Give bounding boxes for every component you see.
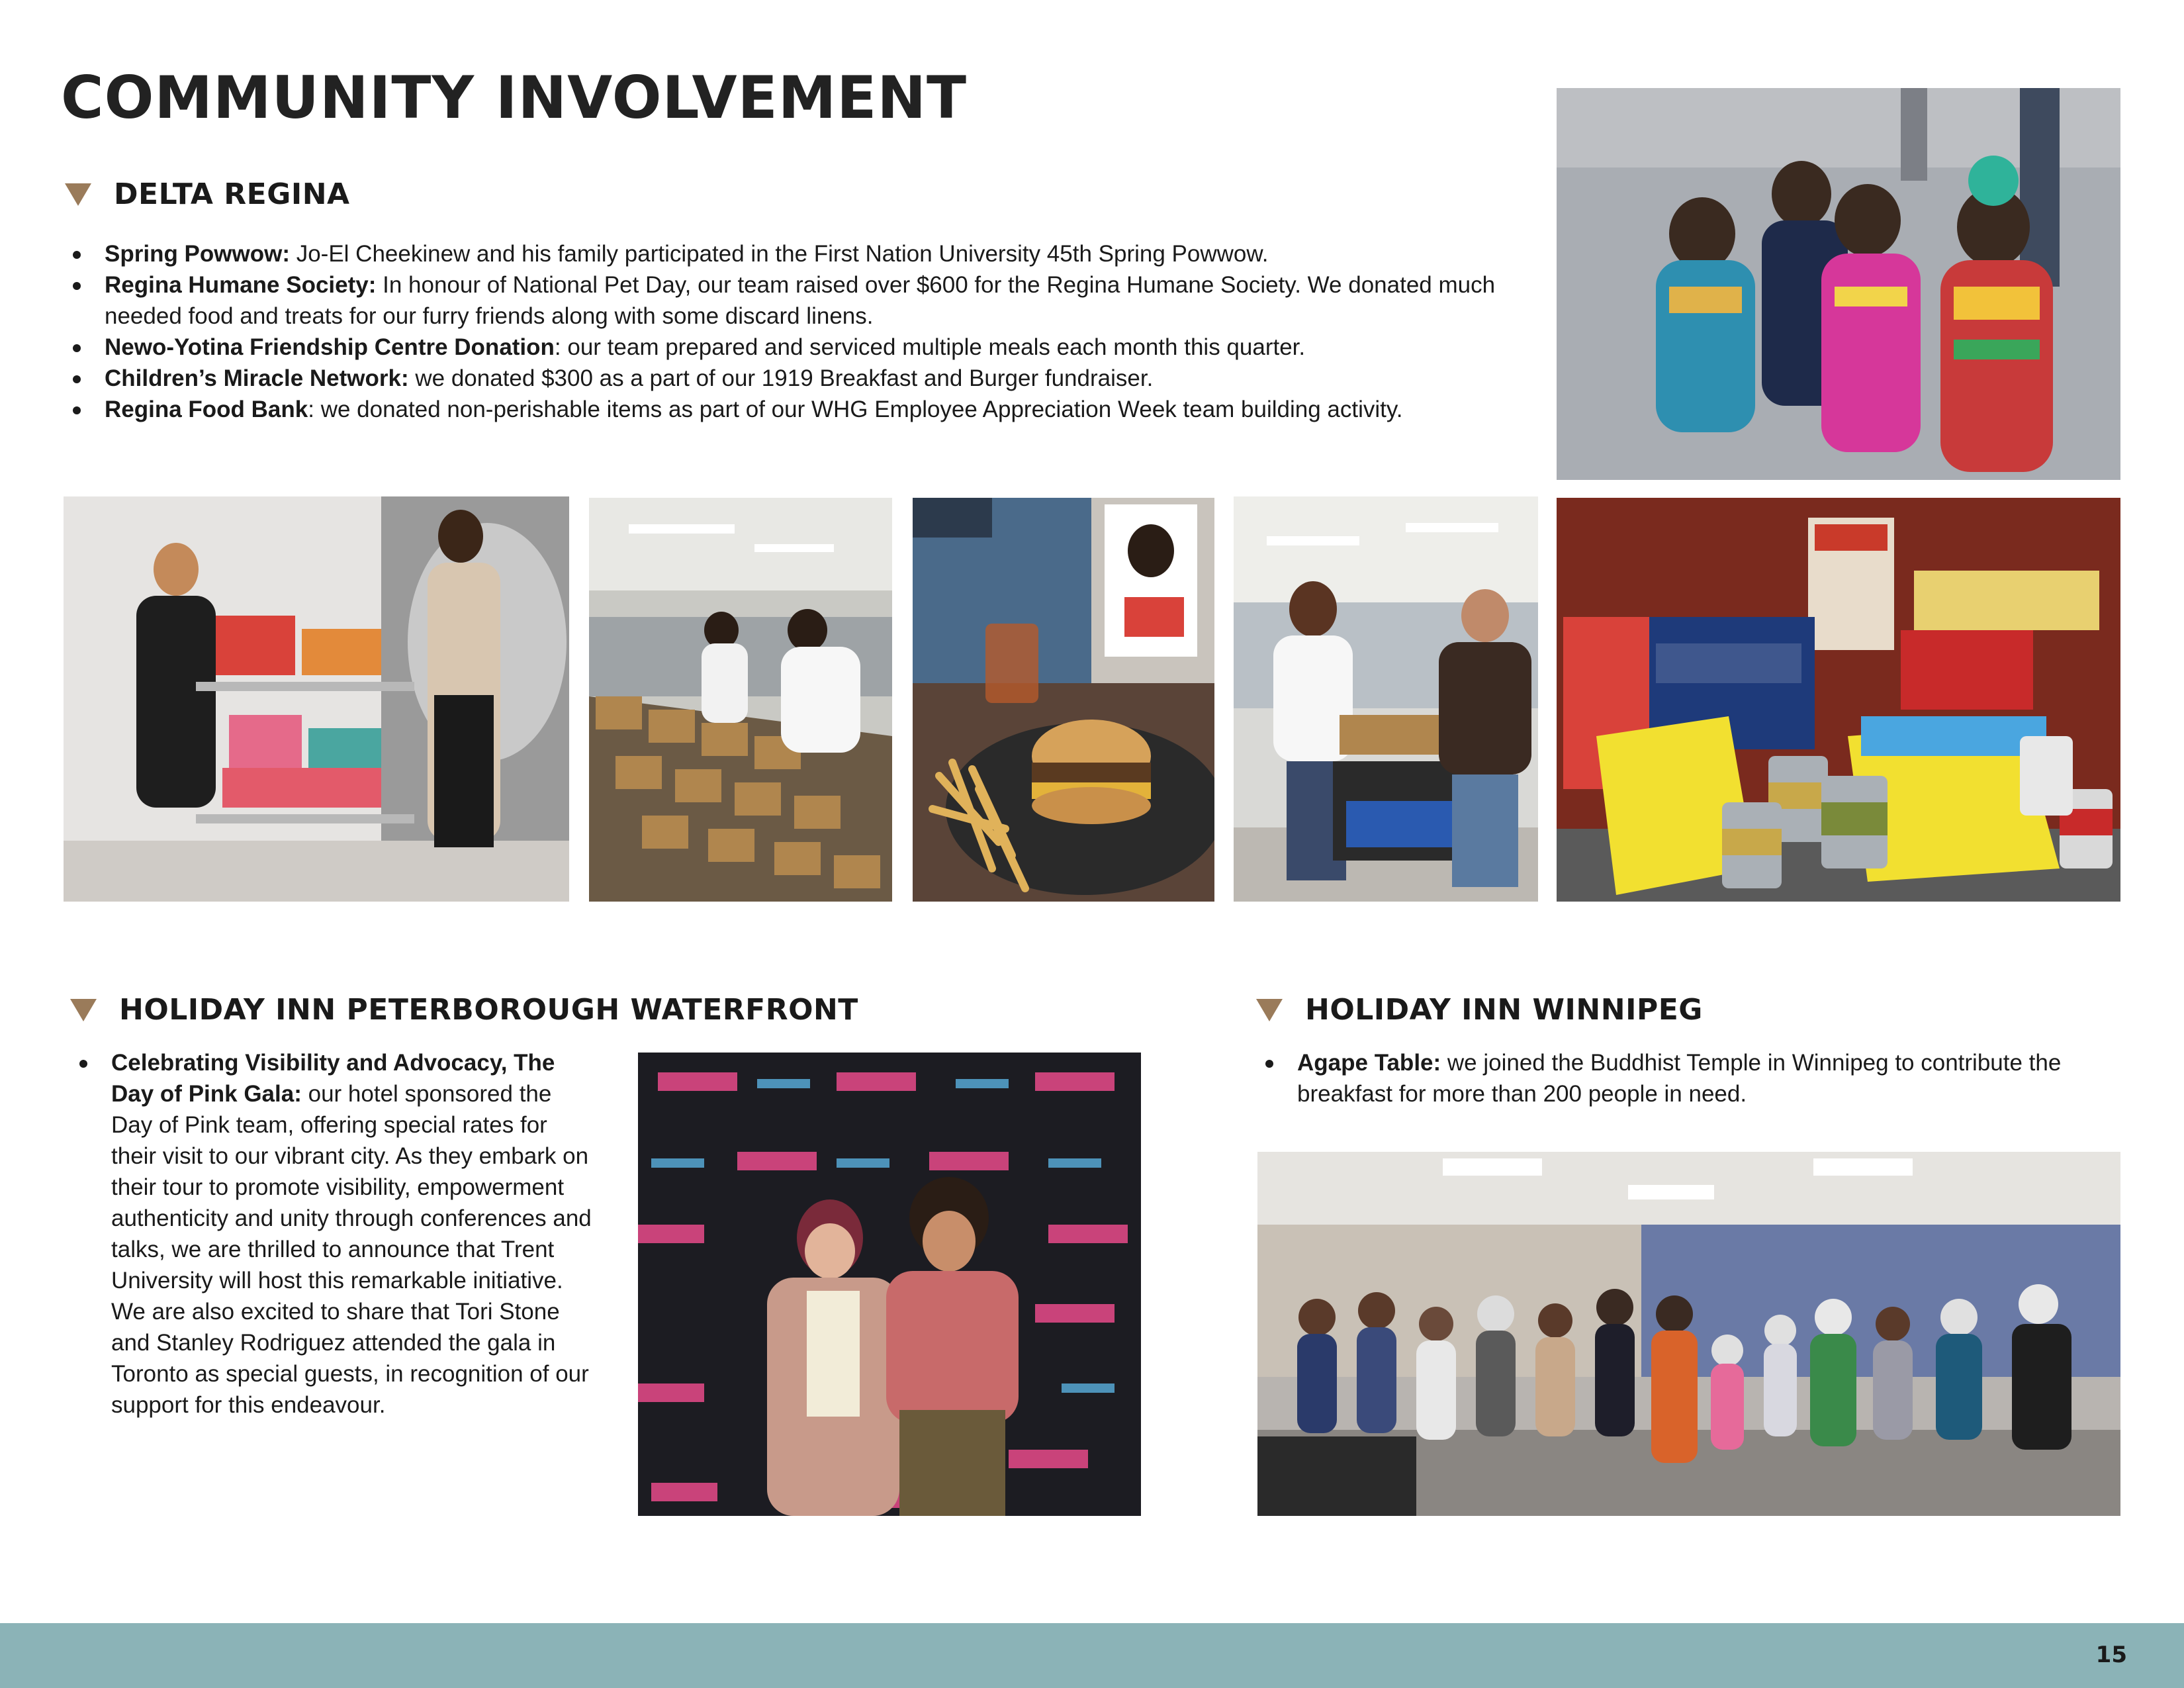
list-item: [70, 1047, 593, 1421]
item-text: : our team prepared and serviced multiple meals each month this quarter.: [554, 334, 1306, 360]
list-item: [64, 363, 1546, 394]
list-item: [64, 269, 1546, 332]
delta-regina-list: [64, 238, 1546, 425]
powwow-children-photo: [1557, 88, 2120, 480]
triangle-bullet-icon: [70, 999, 97, 1021]
humane-society-donation-photo: [64, 496, 569, 902]
food-bank-donations-photo: [1557, 498, 2120, 902]
list-item: [64, 238, 1546, 269]
page-title: COMMUNITY INVOLVEMENT: [61, 64, 968, 132]
list-item: [1256, 1047, 2116, 1109]
agape-table-volunteers-photo: [1257, 1152, 2120, 1516]
item-label: Children’s Miracle Network:: [105, 365, 409, 391]
peterborough-list: [70, 1047, 593, 1421]
triangle-bullet-icon: [65, 183, 91, 206]
item-label: Regina Humane Society:: [105, 272, 377, 298]
peterborough-heading: [70, 993, 858, 1027]
item-label: Celebrating Visibility and Advocacy, The Day of Pink Gala:: [111, 1050, 555, 1107]
page-number: 15: [2095, 1642, 2127, 1668]
winnipeg-heading-text: HOLIDAY INN WINNIPEG: [1305, 993, 1703, 1027]
item-text: we joined the Buddhist Temple in Winnipeg to contribute the breakfast for more than 200 people in need.: [1297, 1050, 2062, 1107]
burger-fundraiser-photo: [913, 498, 1214, 902]
day-of-pink-gala-photo: [638, 1053, 1141, 1516]
item-text: In honour of National Pet Day, our team raised over $600 for the Regina Humane Society. We donated much needed food and treats for our furry friends along with some discard linens.: [105, 272, 1496, 329]
item-label: Agape Table:: [1297, 1050, 1441, 1076]
delta-regina-heading: [65, 177, 350, 211]
friendship-centre-meals-photo: [1234, 496, 1538, 902]
meal-preparation-photo: [589, 498, 892, 902]
item-text: we donated $300 as a part of our 1919 Breakfast and Burger fundraiser.: [408, 365, 1154, 391]
item-label: Newo-Yotina Friendship Centre Donation: [105, 334, 555, 360]
item-text: Jo-El Cheekinew and his family participated in the First Nation University 45th Spring Powwow.: [289, 241, 1269, 267]
winnipeg-heading: [1256, 993, 1703, 1027]
delta-regina-heading-text: DELTA REGINA: [114, 177, 350, 211]
footer-bar: [0, 1623, 2184, 1688]
item-text: : we donated non-perishable items as part of our WHG Employee Appreciation Week team building activity.: [308, 397, 1403, 422]
triangle-bullet-icon: [1256, 999, 1283, 1021]
peterborough-heading-text: HOLIDAY INN PETERBOROUGH WATERFRONT: [119, 993, 858, 1027]
list-item: [64, 394, 1546, 425]
item-text: our hotel sponsored the Day of Pink team, offering special rates for their visit to our vibrant city. As they embark on their tour to promote visibility, empowerment authenticity and unity through conferences and talks, we are thrilled to announce that Trent University will host this remarkable initiative. We are also excited to share that Tori Stone and Stanley Rodriguez attended the gala in Toronto as special guests, in recognition of our support for this endeavour.: [111, 1081, 592, 1418]
item-label: Regina Food Bank: [105, 397, 308, 422]
winnipeg-list: [1256, 1047, 2116, 1109]
list-item: [64, 332, 1546, 363]
item-label: Spring Powwow:: [105, 241, 290, 267]
